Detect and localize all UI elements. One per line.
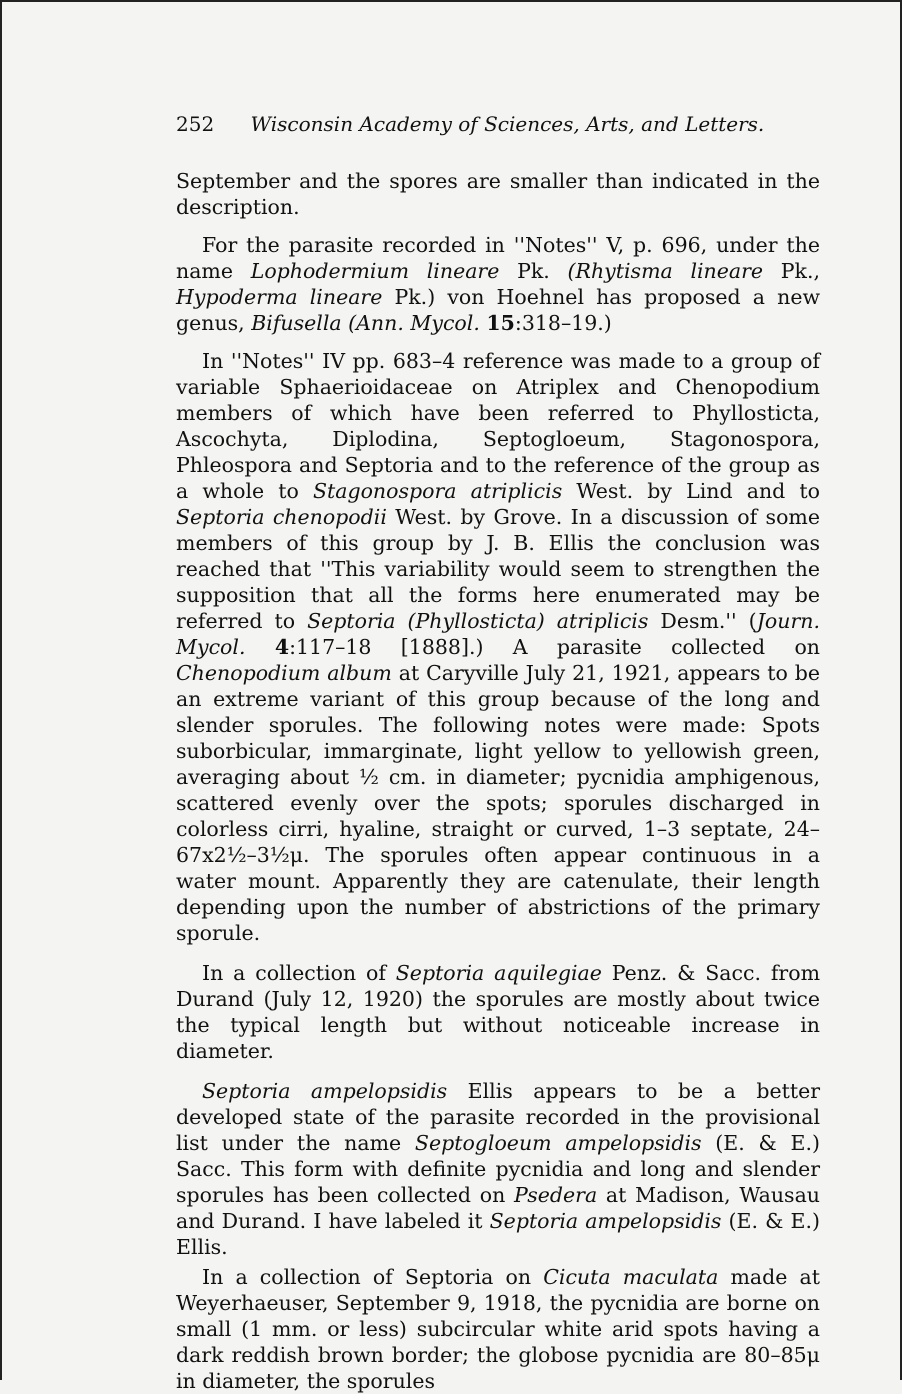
paragraph-cicuta-maculata	[176, 1264, 820, 1394]
paragraph-septoria-aquilegiae	[176, 960, 820, 1064]
text-run: September and the spores are smaller than indicated in the description.	[176, 169, 820, 219]
text-run: West. by Lind and to	[562, 479, 820, 503]
text-run: :117–18 [1888].) A parasite collected on	[289, 635, 820, 659]
italic-run: Journ. Mycol.	[176, 609, 820, 659]
text-run: Penz. & Sacc. from Durand (July 12, 1920) the sporules are mostly about twice the typical length but without noticeable increase in diameter.	[176, 961, 821, 1063]
italic-run: (Rhytisma lineare	[567, 259, 764, 283]
text-run: In ''Notes'' IV pp. 683–4 reference was made to a group of variable Sphaerioidaceae on Atriplex and Chenopodium members of which have been referred to Phyllosticta, Ascochyta, Diplodina, Septogloeum, Stagonospora, Phleospora and Septoria and to the reference of the group as a whole to	[176, 349, 820, 503]
scan-border-left	[0, 0, 2, 1380]
italic-run: Cicuta maculata	[543, 1265, 719, 1289]
text-run: (E. & E.) Ellis.	[176, 1209, 820, 1259]
italic-run: Chenopodium album	[176, 661, 392, 685]
body-text	[176, 168, 820, 1394]
text-run: Desm.'' (	[648, 609, 757, 633]
running-title: Wisconsin Academy of Sciences, Arts, and Letters.	[250, 112, 765, 136]
scan-border-top	[0, 0, 902, 2]
italic-run: Septoria aquilegiae	[395, 961, 602, 985]
text-run: For the parasite recorded in ''Notes'' V, p. 696, under the name	[176, 233, 820, 283]
text-run: :318–19.)	[514, 311, 612, 335]
paragraph-bifusella	[176, 232, 820, 336]
paragraph-continuation	[176, 168, 820, 220]
italic-run: Septoria ampelopsidis	[489, 1209, 722, 1233]
italic-run: Bifusella (Ann. Mycol.	[251, 311, 480, 335]
running-header	[176, 110, 822, 138]
italic-run: Septoria ampelopsidis	[202, 1079, 448, 1103]
text-run: In a collection of	[202, 961, 396, 985]
page-number: 252	[176, 112, 215, 136]
paragraph-sphaerioidaceae	[176, 348, 820, 946]
text-run: Pk.) von Hoehnel has proposed a new genus,	[176, 285, 820, 335]
italic-run: Stagonospora atriplicis	[312, 479, 563, 503]
italic-run: Psedera	[514, 1183, 598, 1207]
text-run: Pk.	[499, 259, 568, 283]
text-run: made at Weyerhaeuser, September 9, 1918, the pycnidia are borne on small (1 mm. or less) subcircular white arid spots having a dark reddish brown border; the globose pycnidia are 80–85μ in diameter, the sporules	[176, 1265, 820, 1393]
italic-run: Septogloeum ampelopsidis	[414, 1131, 702, 1155]
text-run: West. by Grove. In a discussion of some members of this group by J. B. Ellis the conclusion was reached that ''This variability would seem to strengthen the supposition that all the forms here enumerated may be referred to	[176, 505, 820, 633]
text-run: (E. & E.) Sacc. This form with definite pycnidia and long and slender sporules has been collected on	[176, 1131, 820, 1207]
bold-run: 4	[274, 635, 290, 659]
italic-run: Septoria (Phyllosticta) atriplicis	[307, 609, 649, 633]
text-run: at Caryville July 21, 1921, appears to be an extreme variant of this group because of the long and slender sporules. The following notes were made: Spots suborbicular, immarginate, light yellow to yellowish green, averaging about ½ cm. in diameter; pycnidia amphigenous, scattered evenly over the spots; sporules discharged in colorless cirri, hyaline, straight or curved, 1–3 septate, 24–67x2½–3½μ. The sporules often appear continuous in a water mount. Apparently they are catenulate, their length depending upon the number of abstrictions of the primary sporule.	[176, 661, 820, 945]
text-run: In a collection of Septoria on	[202, 1265, 544, 1289]
paragraph-septoria-ampelopsidis	[176, 1078, 820, 1260]
text-run	[245, 635, 274, 659]
italic-run: Hypoderma lineare	[176, 285, 383, 309]
text-run: Pk.,	[763, 259, 821, 283]
italic-run: Lophodermium lineare	[250, 259, 500, 283]
italic-run: Septoria chenopodii	[176, 505, 387, 529]
bold-run: 15	[486, 311, 515, 335]
text-run: at Madison, Wausau and Durand. I have labeled it	[176, 1183, 820, 1233]
text-run: Ellis appears to be a better developed state of the parasite recorded in the provisional list under the name	[176, 1079, 821, 1155]
